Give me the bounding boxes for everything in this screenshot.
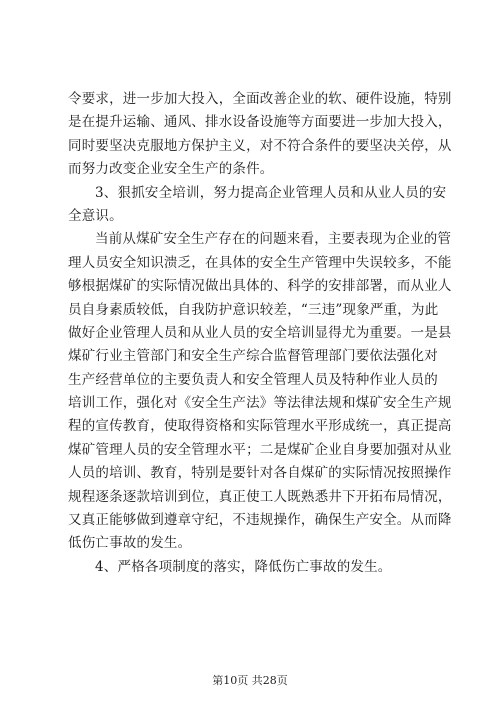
text-line: 程的宣传教育，使取得资格和实际管理水平形成统一，真正提高 [68,418,452,435]
text-line: 4、严格各项制度的落实，降低伤亡事故的发生。 [95,558,392,575]
text-line: 而努力改变企业安全生产的条件。 [68,161,274,178]
text-line: 理人员安全知识溃乏，在具体的安全生产管理中失误较多，不能 [68,254,452,271]
body-text [68,88,452,579]
text-line: 培训工作，强化对《安全生产法》等法律法规和煤矿安全生产规 [68,395,452,412]
text-line: 是在提升运输、通风、排水设备设施等方面要进一步加大投入， [68,114,452,131]
text-line: 全意识。 [68,207,123,224]
text-line: 够根据煤矿的实际情况做出具体的、科学的安排部署，而从业人 [68,278,452,295]
text-line: 3、狠抓安全培训，努力提高企业管理人员和从业人员的安 [95,184,447,201]
page-footer: 第10页 共28页 [212,674,288,687]
text-line: 规程逐条逐款培训到位，真正使工人既熟悉井下开拓布局情况， [68,488,452,505]
text-line: 当前从煤矿安全生产存在的问题来看，主要表现为企业的管 [95,231,452,248]
text-line: 令要求，进一步加大投入，全面改善企业的软、硬件设施，特别 [68,91,452,107]
text-line: 又真正能够做到遵章守纪，不违规操作，确保生产安全。从而降 [68,512,452,529]
text-line: 生产经营单位的主要负责人和安全管理人员及特种作业人员的 [68,371,438,388]
text-line: 煤矿管理人员的安全管理水平；二是煤矿企业自身要加强对从业 [68,441,452,458]
text-line: 同时要坚决克服地方保护主义，对不符合条件的要坚决关停，从 [68,137,452,154]
text-line: 人员的培训、教育，特别是要针对各自煤矿的实际情况按照操作 [68,465,452,482]
text-line: 员自身素质较低，自我防护意识较差，“三违”现象严重，为此 [68,301,439,318]
text-line: 煤矿行业主管部门和安全生产综合监督管理部门要依法强化对 [68,348,438,365]
text-line: 做好企业管理人员和从业人员的安全培训显得尤为重要。一是县 [68,324,452,341]
text-line: 低伤亡事故的发生。 [68,535,192,552]
